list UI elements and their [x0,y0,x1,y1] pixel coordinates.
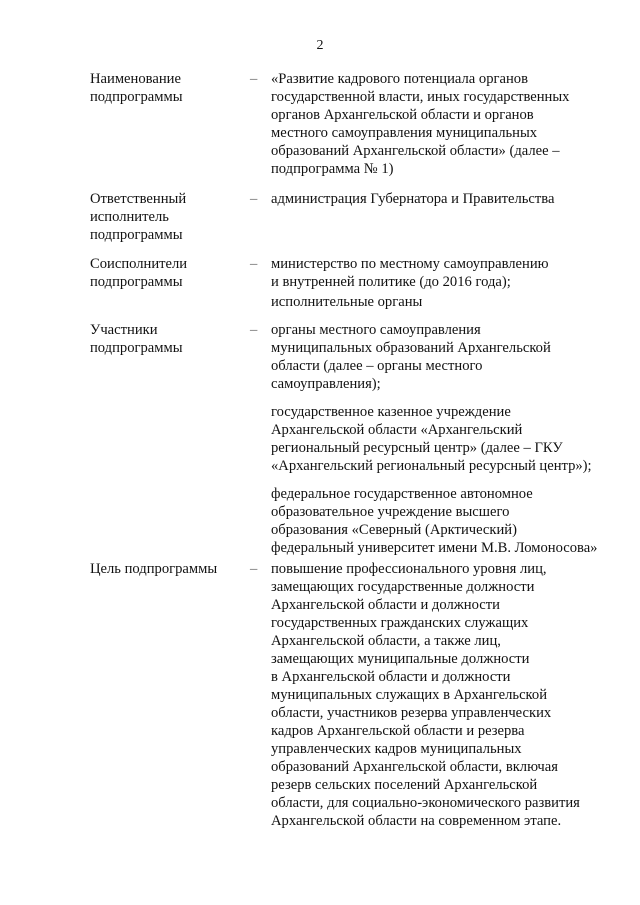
text-line: кадров Архангельской области и резерва [271,723,525,739]
paragraph [271,560,601,830]
text-line: Архангельской области на современном этапе. [271,813,562,829]
paragraph [271,255,601,291]
label-line: подпрограммы [90,274,183,290]
page-number: 2 [316,38,324,53]
text-line: муниципальных образований Архангельской [271,340,551,356]
text-line: резерв сельских поселений Архангельской [271,777,538,793]
text-line: подпрограмма № 1) [271,161,394,177]
text-line: Архангельской области и должности [271,597,500,613]
row-content [271,190,601,208]
text-line: самоуправления); [271,376,381,392]
paragraph [271,190,601,208]
text-line: федеральное государственное автономное [271,486,533,502]
text-line: области, для социально-экономического развития [271,795,580,811]
text-line: органы местного самоуправления [271,322,481,338]
row-label [90,70,240,106]
label-line: Участники [90,322,158,338]
text-line: Архангельской области, а также лиц, [271,633,501,649]
text-line: области, участников резерва управленческих [271,705,552,721]
text-line: министерство по местному самоуправлению [271,256,549,272]
paragraph [271,403,601,475]
text-line: местного самоуправления муниципальных [271,125,538,141]
text-line: органов Архангельской области и органов [271,107,534,123]
row-label [90,321,240,357]
text-line: управленческих кадров муниципальных [271,741,522,757]
row-dash: – [250,256,258,272]
paragraph [271,321,601,393]
text-line: государственное казенное учреждение [271,404,511,420]
text-line: «Развитие кадрового потенциала органов [271,71,528,87]
row-dash: – [250,561,258,577]
text-line: в Архангельской области и должности [271,669,511,685]
label-line: подпрограммы [90,340,183,356]
text-line: образований Архангельской области, включая [271,759,558,775]
paragraph [271,293,601,311]
text-line: региональный ресурсный центр» (далее – ГКУ [271,440,563,456]
label-line: Соисполнители [90,256,188,272]
row-content [271,321,601,557]
row-label [90,255,240,291]
text-line: и внутренней политике (до 2016 года); [271,274,511,290]
text-line: замещающих муниципальные должности [271,651,530,667]
paragraph [271,485,601,557]
text-line: администрация Губернатора и Правительства [271,191,555,207]
label-line: Ответственный [90,191,187,207]
row-dash: – [250,71,258,87]
text-line: Архангельской области «Архангельский [271,422,523,438]
text-line: образований Архангельской области» (далее – [271,143,560,159]
row-label [90,190,240,244]
text-line: «Архангельский региональный ресурсный центр»); [271,458,592,474]
paragraph [271,70,601,178]
text-line: замещающих государственные должности [271,579,535,595]
text-line: образования «Северный (Арктический) [271,522,517,538]
text-line: области (далее – органы местного [271,358,483,374]
text-line: исполнительные органы [271,294,423,310]
label-line: исполнитель [90,209,169,225]
text-line: муниципальных служащих в Архангельской [271,687,548,703]
row-content [271,560,601,830]
text-line: государственных гражданских служащих [271,615,529,631]
label-line: Наименование [90,71,181,87]
text-line: образовательное учреждение высшего [271,504,510,520]
label-line: Цель подпрограммы [90,561,218,577]
label-line: подпрограммы [90,89,183,105]
text-line: федеральный университет имени М.В. Ломоносова» [271,540,598,556]
row-content [271,70,601,178]
row-label [90,560,240,578]
text-line: повышение профессионального уровня лиц, [271,561,547,577]
text-line: государственной власти, иных государственных [271,89,570,105]
label-line: подпрограммы [90,227,183,243]
row-dash: – [250,322,258,338]
row-content [271,255,601,311]
row-dash: – [250,191,258,207]
